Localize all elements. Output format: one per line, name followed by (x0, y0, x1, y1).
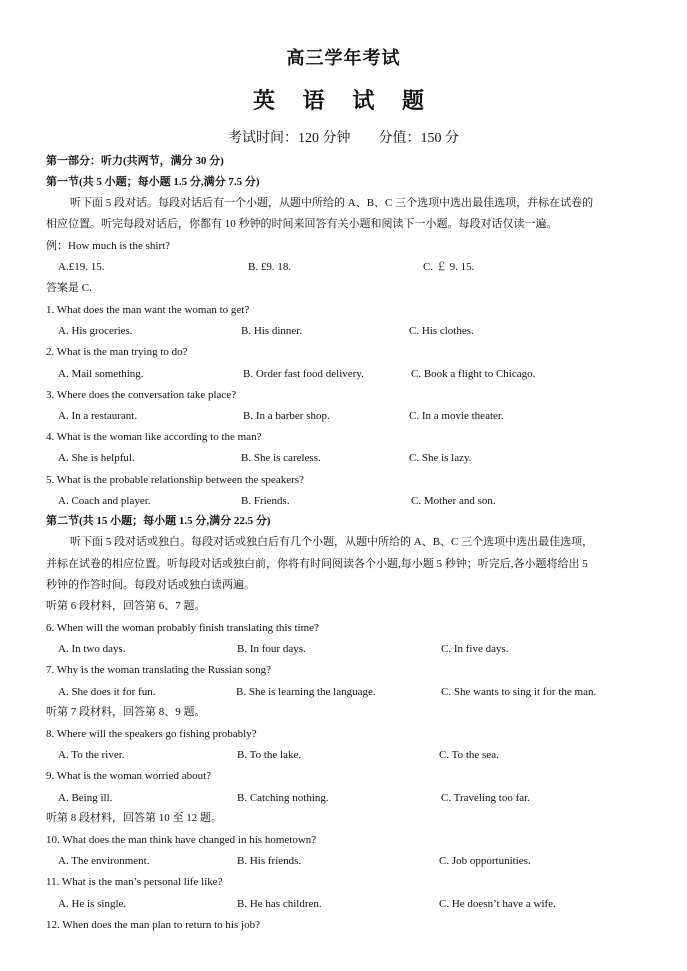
q6-option-b: B. In four days. (237, 643, 306, 655)
q7-option-c: C. She wants to sing it for the man. (441, 686, 597, 698)
question-11: 11. What is the man’s personal life like? (46, 876, 223, 888)
material-7: 听第 7 段材料，回答第 8、9 题。 (46, 706, 206, 718)
q11-option-c: C. He doesn’t have a wife. (439, 898, 556, 910)
question-12: 12. When does the man plan to return to his job? (46, 919, 260, 931)
q8-option-c: C. To the sea. (439, 749, 499, 761)
q1-option-c: C. His clothes. (409, 325, 474, 337)
q7-option-b: B. She is learning the language. (236, 686, 376, 698)
q8-option-b: B. To the lake. (237, 749, 302, 761)
q2-option-a: A. Mail something. (58, 368, 144, 380)
question-10: 10. What does the man think have changed in his hometown? (46, 834, 317, 846)
exam-title: 高三学年考试 (286, 48, 401, 69)
exam-info (0, 127, 687, 147)
q5-option-b: B. Friends. (241, 495, 290, 507)
question-2: 2. What is the man trying to do? (46, 346, 188, 358)
section2-instructions-line2: 并标在试卷的相应位置。听每段对话或独白前，你将有时间阅读各个小题,每小题 5 秒钟；听完后,各小题将给出 5 (46, 558, 588, 570)
q4-option-a: A. She is helpful. (58, 452, 135, 464)
q5-option-a: A. Coach and player. (58, 495, 151, 507)
q7-option-a: A. She does it for fun. (58, 686, 156, 698)
question-5: 5. What is the probable relationship between the speakers? (46, 474, 304, 486)
q9-option-b: B. Catching nothing. (237, 792, 329, 804)
q3-option-a: A. In a restaurant. (58, 410, 138, 422)
q2-option-b: B. Order fast food delivery. (243, 368, 364, 380)
material-8: 听第 8 段材料，回答第 10 至 12 题。 (46, 812, 222, 824)
section2-instructions-line3: 秒钟的作答时间。每段对话或独白读两遍。 (46, 579, 255, 591)
subject-title: 英 语 试 题 (253, 89, 434, 114)
exam-time: 考试时间：120 分钟 (228, 131, 351, 146)
q10-option-c: C. Job opportunities. (439, 855, 531, 867)
q3-option-b: B. In a barber shop. (243, 410, 330, 422)
q1-option-b: B. His dinner. (241, 325, 303, 337)
question-6: 6. When will the woman probably finish translating this time? (46, 622, 319, 634)
material-6: 听第 6 段材料，回答第 6、7 题。 (46, 600, 206, 612)
question-8: 8. Where will the speakers go fishing probably? (46, 728, 257, 740)
q3-option-c: C. In a movie theater. (409, 410, 504, 422)
example-answer: 答案是 C. (46, 282, 92, 294)
section2-heading: 第二节(共 15 小题；每小题 1.5 分,满分 22.5 分) (46, 515, 271, 527)
question-7: 7. Why is the woman translating the Russian song? (46, 664, 271, 676)
q9-option-c: C. Traveling too far. (441, 792, 530, 804)
example-option-b: B. £9. 18. (248, 261, 292, 273)
q11-option-a: A. He is single. (58, 898, 127, 910)
q4-option-b: B. She is careless. (241, 452, 321, 464)
section1-instructions-line1: 听下面 5 段对话。每段对话后有一个小题，从题中所给的 A、B、C 三个选项中选出最佳选项，并标在试卷的 (70, 197, 594, 209)
question-4: 4. What is the woman like according to the man? (46, 431, 262, 443)
q9-option-a: A. Being ill. (58, 792, 113, 804)
question-9: 9. What is the woman worried about? (46, 770, 212, 782)
section1-instructions-line2: 相应位置。听完每段对话后，你都有 10 秒钟的时间来回答有关小题和阅读下一小题。每段对话仅读一遍。 (46, 218, 558, 230)
section1-heading: 第一节(共 5 小题；每小题 1.5 分,满分 7.5 分) (46, 176, 260, 188)
q2-option-c: C. Book a flight to Chicago. (411, 368, 536, 380)
section2-instructions-line1: 听下面 5 段对话或独白。每段对话或独白后有几个小题，从题中所给的 A、B、C 三个选项中选出最佳选项， (70, 536, 594, 548)
q6-option-a: A. In two days. (58, 643, 126, 655)
example-option-c: C. ￡ 9. 15. (423, 261, 475, 273)
example-question: 例：How much is the shirt? (46, 240, 171, 252)
q8-option-a: A. To the river. (58, 749, 125, 761)
example-option-a: A.£19. 15. (58, 261, 105, 273)
q5-option-c: C. Mother and son. (411, 495, 496, 507)
exam-score: 分值：150 分 (378, 131, 459, 146)
q10-option-a: A. The environment. (58, 855, 150, 867)
q1-option-a: A. His groceries. (58, 325, 133, 337)
q10-option-b: B. His friends. (237, 855, 302, 867)
q4-option-c: C. She is lazy. (409, 452, 472, 464)
q6-option-c: C. In five days. (441, 643, 509, 655)
part1-heading: 第一部分：听力(共两节，满分 30 分) (46, 155, 224, 167)
question-1: 1. What does the man want the woman to get? (46, 304, 250, 316)
q11-option-b: B. He has children. (237, 898, 322, 910)
question-3: 3. Where does the conversation take place? (46, 389, 237, 401)
